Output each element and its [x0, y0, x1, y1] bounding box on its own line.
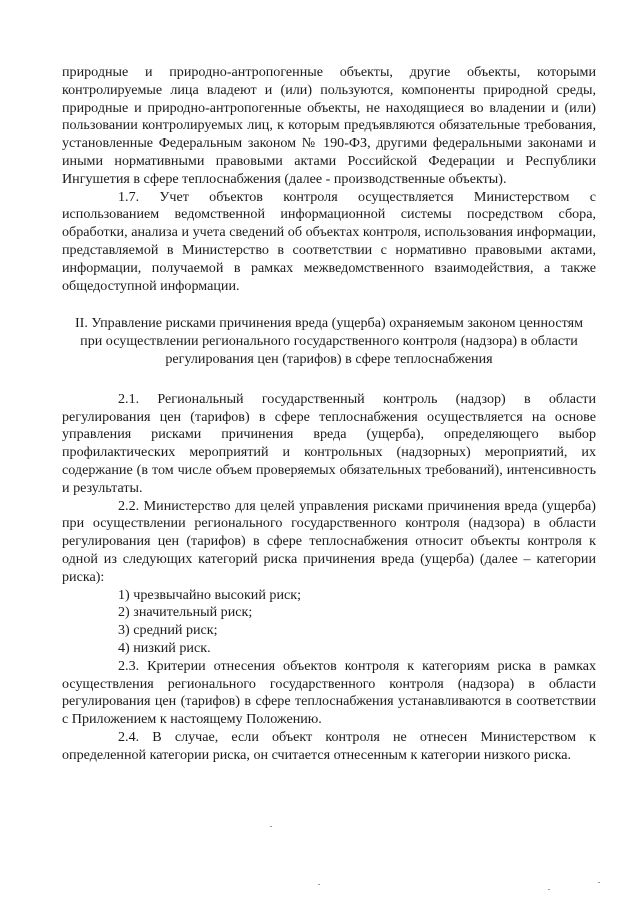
paragraph-continuation: природные и природно-антропогенные объекты, другие объекты, которыми контролируемые лица владеют и (или) пользуются, компоненты природной среды, природные и природно-антропогенные объекты, не находящиеся во владении и (или) пользовании контролируемых лиц, к которым предъявляются обязательные требования, установленные Федеральным законом № 190-ФЗ, другими федеральными законами и иными нормативными правовыми актами Российской Федерации и Республики Ингушетия в сфере теплоснабжения (далее - производственные объекты). [62, 64, 596, 187]
paragraph-2-1: 2.1. Региональный государственный контроль (надзор) в области регулирования цен (тарифов) в сфере теплоснабжения осуществляется на основе управления рисками причинения вреда (ущерба), определяющего выбор профилактических мероприятий и контрольных (надзорных) мероприятий, их содержание (в том числе объем проверяемых обязательных требований), интенсивность и результаты. [62, 390, 596, 496]
scan-speck [548, 889, 550, 890]
paragraph-1-7: 1.7. Учет объектов контроля осуществляется Министерством с использованием ведомственной информационной системы посредством сбора, обработки, анализа и учета сведений об объектах контроля, использования информации, представляемой в Министерство в соответствии с нормативно правовыми актами, информации, получаемой в рамках межведомственного взаимодействия, а также общедоступной информации. [62, 188, 596, 294]
scan-speck [318, 884, 320, 885]
paragraph-2-2: 2.2. Министерство для целей управления рисками причинения вреда (ущерба) при осуществлении регионального государственного контроля (надзора) в области регулирования цен (тарифов) в сфере теплоснабжения относит объекты контроля к одной из следующих категорий риска причинения вреда (ущерба) (далее – категории риска): [62, 497, 596, 585]
section-heading: II. Управление рисками причинения вреда (ущерба) охраняемым законом ценностям при осуществлении регионального государственного контроля (надзора) в области регулирования цен (тарифов) в сфере теплоснабжения [74, 315, 584, 367]
document-page [62, 64, 596, 764]
list-item: 4) низкий риск. [118, 639, 211, 656]
paragraph-2-3: 2.3. Критерии отнесения объектов контроля к категориям риска в рамках осуществления регионального государственного контроля (надзора) в области регулирования цен (тарифов) в сфере теплоснабжения устанавливаются в соответствии с Приложением к настоящему Положению. [62, 657, 596, 728]
paragraph-2-4: 2.4. В случае, если объект контроля не отнесен Министерством к определенной категории риска, он считается отнесенным к категории низкого риска. [62, 728, 596, 763]
list-item: 1) чрезвычайно высокий риск; [118, 586, 302, 603]
list-item: 3) средний риск; [118, 622, 218, 639]
scan-speck [598, 882, 600, 883]
scan-speck [270, 826, 272, 827]
list-item: 2) значительный риск; [118, 604, 253, 621]
